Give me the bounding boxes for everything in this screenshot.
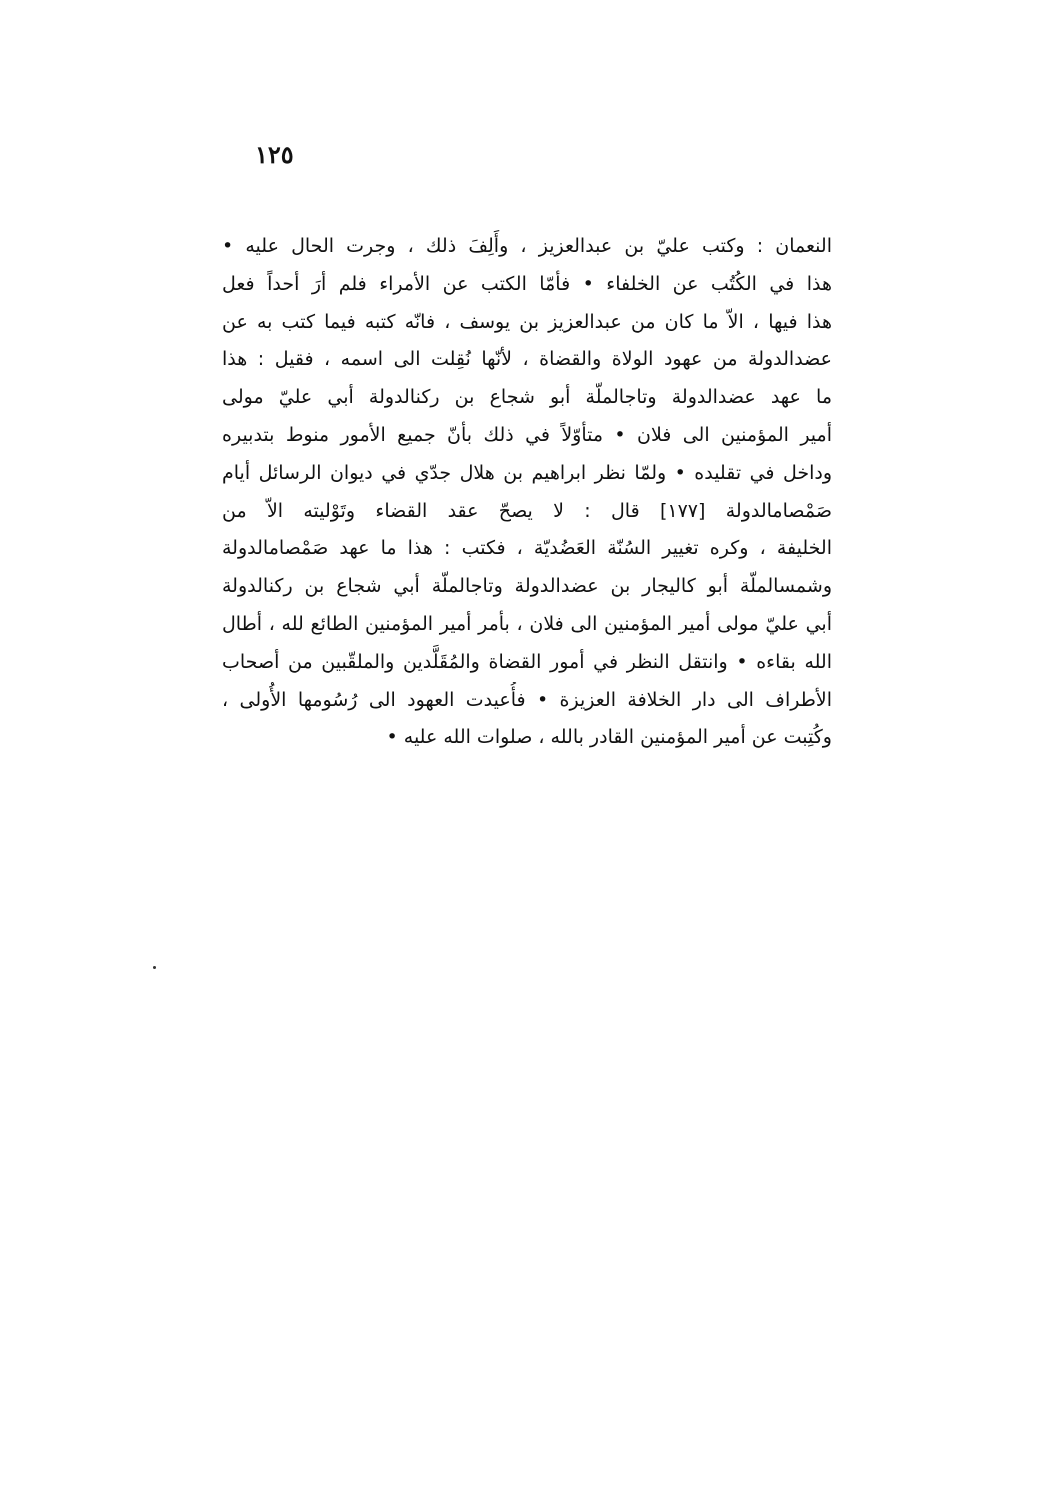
- text-line: وداخل في تقليده • ولمّا نظر ابراهيم بن هلال جدّي في ديوان الرسائل أيام: [222, 461, 832, 484]
- text-line: الأطراف الى دار الخلافة العزيزة • فأُعيدت العهود الى رُسُومها الأُولى ،: [222, 688, 832, 711]
- text-line: الخليفة ، وكره تغيير السُنّة العَضُديّة ، فكتب : هذا ما عهد صَمْصامالدولة: [222, 537, 832, 560]
- stray-dot: [153, 966, 156, 969]
- text-line: هذا فيها ، الاّ ما كان من عبدالعزيز بن يوسف ، فانّه كتبه فيما كتب به عن: [222, 310, 832, 333]
- text-line: النعمان : وكتب عليّ بن عبدالعزيز ، وأَلِفَ ذلك ، وجرت الحال عليه •: [222, 235, 832, 257]
- text-line: وشمسالملّة أبو كاليجار بن عضدالدولة وتاجالملّة أبي شجاع بن ركنالدولة: [222, 575, 832, 598]
- text-line: ما عهد عضدالدولة وتاجالملّة أبو شجاع بن ركنالدولة أبي عليّ مولى: [222, 386, 832, 409]
- page-number: ١٢٥: [255, 140, 294, 169]
- text-line: وكُتِبت عن أمير المؤمنين القادر بالله ، صلوات الله عليه •: [386, 726, 832, 749]
- text-line: الله بقاءه • وانتقل النظر في أمور القضاة والمُقَلَّدين والملقّبين من أصحاب: [222, 650, 832, 673]
- text-line: هذا في الكُتُب عن الخلفاء • فأمّا الكتب عن الأمراء فلم أرَ أحداً فعل: [222, 272, 832, 295]
- text-line: عضدالدولة من عهود الولاة والقضاة ، لأنّها نُقِلت الى اسمه ، فقيل : هذا: [222, 348, 832, 371]
- text-line: صَمْصامالدولة [١٧٧] قال : لا يصحّ عقد القضاء وتَوْليته الاّ من: [222, 499, 832, 522]
- body-text: [222, 228, 832, 757]
- text-line: أبي عليّ مولى أمير المؤمنين الى فلان ، بأمر أمير المؤمنين الطائع لله ، أطال: [222, 612, 832, 635]
- text-line: أمير المؤمنين الى فلان • متأوّلاً في ذلك بأنّ جميع الأمور منوط بتدبيره: [222, 423, 832, 446]
